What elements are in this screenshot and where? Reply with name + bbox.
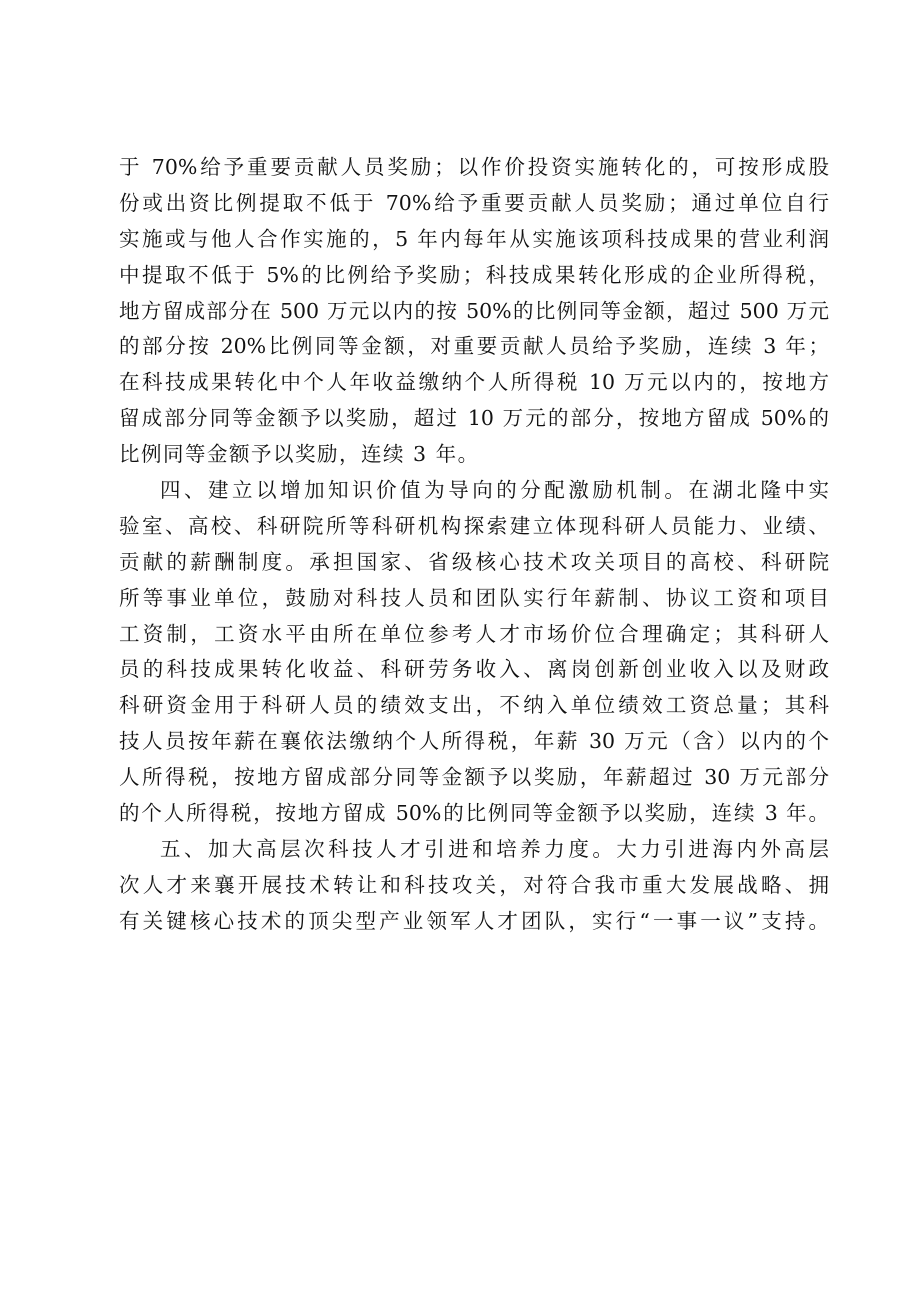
- paragraph-5: [119, 832, 829, 940]
- text-line: 工资制，工资水平由所在单位参考人才市场价位合理确定；其科研人: [119, 621, 829, 646]
- text-line: 中提取不低于 5%的比例给予奖励；科技成果转化形成的企业所得税，: [119, 262, 829, 287]
- text-line: 所等事业单位，鼓励对科技人员和团队实行年薪制、协议工资和项目: [119, 585, 829, 610]
- text-line: 留成部分同等金额予以奖励，超过 10 万元的部分，按地方留成 50%的: [119, 406, 829, 431]
- text-line: 员的科技成果转化收益、科研劳务收入、离岗创新创业收入以及财政: [119, 657, 829, 682]
- paragraph-4: [119, 473, 829, 832]
- text-line: 于 70%给予重要贡献人员奖励；以作价投资实施转化的，可按形成股: [119, 155, 829, 179]
- text-line: 有关键核心技术的顶尖型产业领军人才团队，实行“一事一议”支持。: [119, 908, 829, 933]
- text-line: 科研资金用于科研人员的绩效支出，不纳入单位绩效工资总量；其科: [119, 693, 829, 718]
- text-line-last: 比例同等金额予以奖励，连续 3 年。: [119, 442, 480, 467]
- paragraph-heading-line: 五、加大高层次科技人才引进和培养力度。大力引进海内外高层: [160, 836, 829, 861]
- text-line: 份或出资比例提取不低于 70%给予重要贡献人员奖励；通过单位自行: [119, 190, 829, 215]
- paragraph-heading-line: 四、建立以增加知识价值为导向的分配激励机制。在湖北隆中实: [160, 478, 829, 503]
- text-line: 实施或与他人合作实施的，5 年内每年从实施该项科技成果的营业利润: [119, 226, 829, 251]
- text-line: 技人员按年薪在襄依法缴纳个人所得税，年薪 30 万元（含）以内的个: [119, 729, 829, 754]
- text-line-last: 的个人所得税，按地方留成 50%的比例同等金额予以奖励，连续 3 年。: [119, 801, 829, 826]
- text-line: 人所得税，按地方留成部分同等金额予以奖励，年薪超过 30 万元部分: [119, 765, 829, 790]
- text-line: 次人才来襄开展技术转让和科技攻关，对符合我市重大发展战略、拥: [119, 872, 829, 897]
- text-line: 贡献的薪酬制度。承担国家、省级核心技术攻关项目的高校、科研院: [119, 549, 829, 574]
- document-body: [119, 150, 829, 940]
- text-line: 在科技成果转化中个人年收益缴纳个人所得税 10 万元以内的，按地方: [119, 370, 829, 395]
- paragraph-3-continuation: [119, 150, 829, 473]
- text-line: 验室、高校、科研院所等科研机构探索建立体现科研人员能力、业绩、: [119, 513, 829, 538]
- text-line: 地方留成部分在 500 万元以内的按 50%的比例同等金额，超过 500 万元: [119, 298, 829, 323]
- text-line: 的部分按 20%比例同等金额，对重要贡献人员给予奖励，连续 3 年；: [119, 334, 829, 359]
